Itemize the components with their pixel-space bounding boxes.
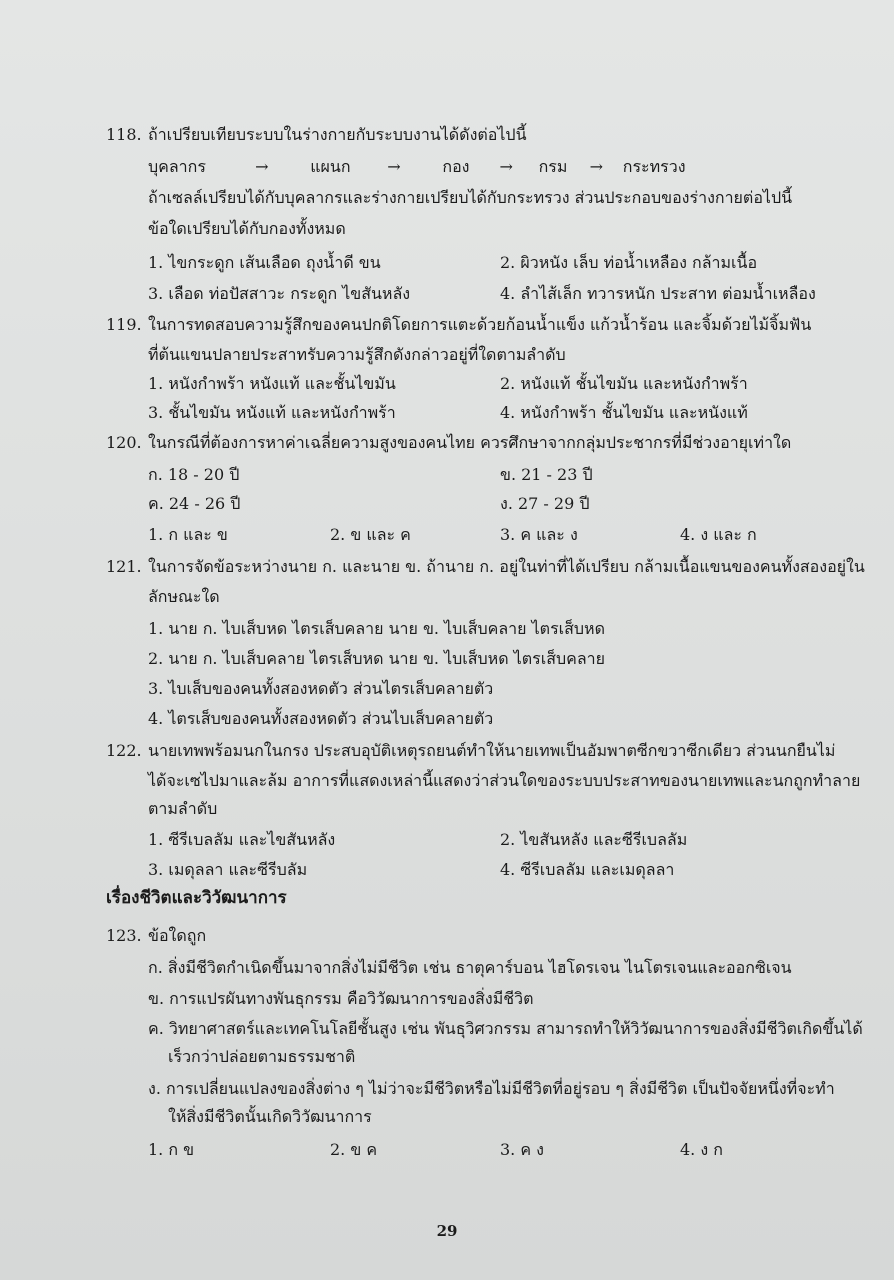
question-number: 122. — [106, 741, 142, 760]
answer-option[interactable]: 4. ซีรีเบลลัม และเมดุลลา — [500, 860, 675, 879]
chain-item: กระทรวง — [622, 157, 686, 176]
choice-item: ก. 18 - 20 ปี — [148, 465, 240, 484]
question-stem: ลักษณะใด — [148, 587, 220, 606]
question-stem: นายเทพพร้อมนกในกรง ประสบอุบัติเหตุรถยนต์ทำให้นายเทพเป็นอัมพาตซีกขวาซีกเดียว ส่วนนกยืนไม่ — [148, 741, 836, 760]
question-number: 119. — [106, 315, 142, 334]
choice-item: ค. 24 - 26 ปี — [148, 494, 241, 513]
statement-item: ให้สิ่งมีชีวิตนั้นเกิดวิวัฒนาการ — [168, 1107, 372, 1126]
question-number: 118. — [106, 125, 142, 144]
statement-item: เร็วกว่าปล่อยตามธรรมชาติ — [168, 1047, 356, 1066]
answer-option[interactable]: 2. ผิวหนัง เล็บ ท่อน้ำเหลือง กล้ามเนื้อ — [500, 253, 758, 272]
statement-item: ข. การแปรผันทางพันธุกรรม คือวิวัฒนาการของสิ่งมีชีวิต — [148, 989, 534, 1008]
chain-item: กอง — [442, 157, 470, 176]
answer-option[interactable]: 3. ไบเส็บของคนทั้งสองหดตัว ส่วนไตรเส็บคลายตัว — [148, 679, 494, 698]
answer-option[interactable]: 1. ซีรีเบลลัม และไขสันหลัง — [148, 830, 336, 849]
statement-item: ก. สิ่งมีชีวิตกำเนิดขึ้นมาจากสิ่งไม่มีชีวิต เช่น ธาตุคาร์บอน ไฮโดรเจน ไนโตรเจนและออกซิเจน — [148, 958, 792, 977]
arrow-icon: → — [255, 157, 269, 176]
answer-option[interactable]: 2. หนังแท้ ชั้นไขมัน และหนังกำพร้า — [500, 374, 748, 393]
answer-option[interactable]: 4. ง ก — [680, 1140, 723, 1159]
question-stem: ข้อใดเปรียบได้กับกองทั้งหมด — [148, 219, 346, 238]
question-number: 120. — [106, 433, 142, 452]
answer-option[interactable]: 4. ไตรเส็บของคนทั้งสองหดตัว ส่วนไบเส็บคลายตัว — [148, 709, 494, 728]
question-stem: ได้จะเซไปมาและล้ม อาการที่แสดงเหล่านี้แสดงว่าส่วนใดของระบบประสาทของนายเทพและนกถูกทำลาย — [148, 771, 861, 790]
question-stem: ในการทดสอบความรู้สึกของคนปกติโดยการแตะด้วยก้อนน้ำแข็ง แก้วน้ำร้อน และจิ้มด้วยไม้จิ้มฟัน — [148, 315, 812, 334]
question-stem: ในการจัดข้อระหว่างนาย ก. และนาย ข. ถ้านาย ก. อยู่ในท่าที่ได้เปรียบ กล้ามเนื้อแขนของคนทั้งสองอยู่ใน — [148, 557, 865, 576]
answer-option[interactable]: 4. ลำไส้เล็ก ทวารหนัก ประสาท ต่อมน้ำเหลือง — [500, 284, 816, 303]
answer-option[interactable]: 1. นาย ก. ไบเส็บหด ไตรเส็บคลาย นาย ข. ไบเส็บคลาย ไตรเส็บหด — [148, 619, 605, 638]
chain-item: กรม — [538, 157, 568, 176]
answer-option[interactable]: 3. ค และ ง — [500, 525, 578, 544]
answer-option[interactable]: 1. หนังกำพร้า หนังแท้ และชั้นไขมัน — [148, 374, 396, 393]
answer-option[interactable]: 3. ชั้นไขมัน หนังแท้ และหนังกำพร้า — [148, 403, 396, 422]
answer-option[interactable]: 1. ไขกระดูก เส้นเลือด ถุงน้ำดี ขน — [148, 253, 381, 272]
answer-option[interactable]: 2. ข และ ค — [330, 525, 411, 544]
answer-option[interactable]: 1. ก ข — [148, 1140, 195, 1159]
question-number: 121. — [106, 557, 142, 576]
answer-option[interactable]: 1. ก และ ข — [148, 525, 228, 544]
page-number: 29 — [436, 1222, 458, 1240]
answer-option[interactable]: 3. ค ง — [500, 1140, 544, 1159]
question-stem: ข้อใดถูก — [148, 926, 207, 945]
question-number: 123. — [106, 926, 142, 945]
hierarchy-chain — [148, 156, 686, 178]
chain-item: บุคลากร — [148, 157, 206, 176]
question-stem: ที่ต้นแขนปลายประสาทรับความรู้สึกดังกล่าวอยู่ที่ใดตามลำดับ — [148, 345, 566, 364]
chain-item: แผนก — [310, 157, 351, 176]
section-title: เรื่องชีวิตและวิวัฒนาการ — [106, 888, 287, 908]
answer-option[interactable]: 3. เลือด ท่อปัสสาวะ กระดูก ไขสันหลัง — [148, 284, 411, 303]
answer-option[interactable]: 2. นาย ก. ไบเส็บคลาย ไตรเส็บหด นาย ข. ไบเส็บหด ไตรเส็บคลาย — [148, 649, 605, 668]
answer-option[interactable]: 3. เมดุลลา และซีรีบลัม — [148, 860, 308, 879]
answer-option[interactable]: 4. หนังกำพร้า ชั้นไขมัน และหนังแท้ — [500, 403, 748, 422]
arrow-icon: → — [499, 157, 513, 176]
statement-item: ค. วิทยาศาสตร์และเทคโนโลยีชั้นสูง เช่น พันธุวิศวกรรม สามารถทำให้วิวัฒนาการของสิ่งมีชีวิตเกิดขึ้นได้ — [148, 1019, 863, 1038]
statement-item: ง. การเปลี่ยนแปลงของสิ่งต่าง ๆ ไม่ว่าจะมีชีวิตหรือไม่มีชีวิตที่อยู่รอบ ๆ สิ่งมีชีวิต เป็นปัจจัยหนึ่งที่จะทำ — [148, 1079, 835, 1098]
answer-option[interactable]: 2. ข ค — [330, 1140, 378, 1159]
choice-item: ง. 27 - 29 ปี — [500, 494, 590, 513]
question-stem: ในกรณีที่ต้องการหาค่าเฉลี่ยความสูงของคนไทย ควรศึกษาจากกลุ่มประชากรที่มีช่วงอายุเท่าใด — [148, 433, 792, 452]
question-stem: ถ้าเปรียบเทียบระบบในร่างกายกับระบบงานได้ดังต่อไปนี้ — [148, 125, 527, 144]
arrow-icon: → — [589, 157, 604, 176]
answer-option[interactable]: 2. ไขสันหลัง และซีรีเบลลัม — [500, 830, 688, 849]
answer-option[interactable]: 4. ง และ ก — [680, 525, 757, 544]
arrow-icon: → — [387, 157, 401, 176]
question-stem: ตามลำดับ — [148, 799, 218, 818]
question-stem: ถ้าเซลล์เปรียบได้กับบุคลากรและร่างกายเปรียบได้กับกระทรวง ส่วนประกอบของร่างกายต่อไปนี้ — [148, 188, 793, 207]
choice-item: ข. 21 - 23 ปี — [500, 465, 593, 484]
